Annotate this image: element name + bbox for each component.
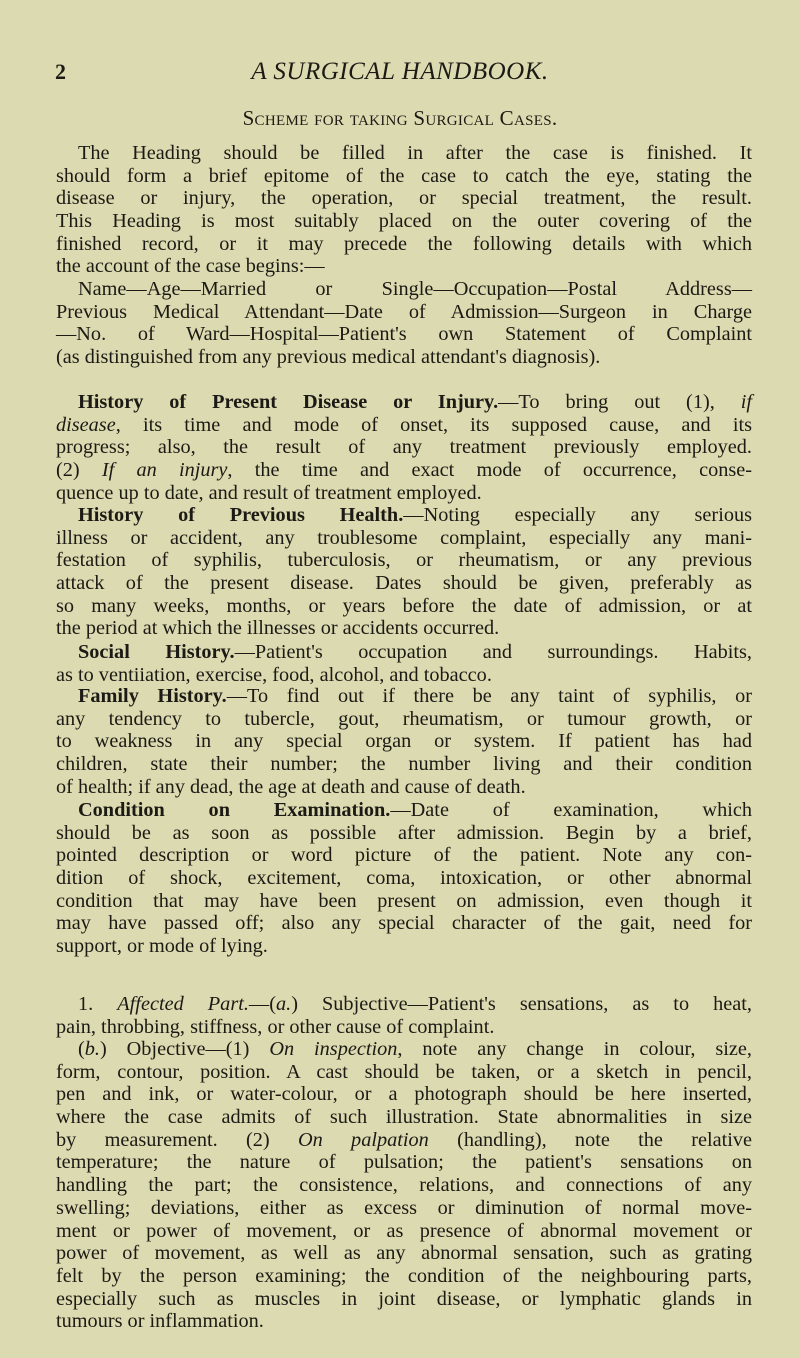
paragraph-history-present-disease xyxy=(56,391,752,504)
text-run: of health; if any dead, the age at death and cause of death. xyxy=(56,775,526,798)
text-run: —Date of examination, which xyxy=(390,799,752,821)
text-line xyxy=(56,617,752,640)
run-in-heading: Social History. xyxy=(78,641,235,663)
text-run: illness or accident, any troublesome complaint, especially any mani- xyxy=(56,526,752,549)
text-run: the period at which the illnesses or accidents occurred. xyxy=(56,617,500,640)
text-line xyxy=(56,482,752,505)
text-run: swelling; deviations, either as excess or diminution of normal move- xyxy=(56,1196,752,1219)
text-run: children, state their number; the number living and their condition xyxy=(56,753,752,776)
text-line xyxy=(56,1174,752,1197)
run-in-heading: Family History. xyxy=(78,685,227,707)
text-line xyxy=(56,572,752,595)
italic-text: If an injury xyxy=(101,459,228,482)
text-run: where the case admits of such illustration. State abnormalities in size xyxy=(56,1106,752,1129)
text-line xyxy=(56,1265,752,1288)
text-line xyxy=(56,346,752,369)
text-line xyxy=(56,255,752,278)
text-run: (handling), note the relative xyxy=(428,1128,752,1151)
text-line xyxy=(56,187,752,210)
text-line xyxy=(56,799,752,822)
text-line xyxy=(56,1151,752,1174)
text-run: (2) xyxy=(56,459,102,482)
running-title: A SURGICAL HANDBOOK. xyxy=(251,58,549,85)
text-line xyxy=(56,595,752,618)
text-run: The Heading should be filled in after the case is finished. It xyxy=(78,142,752,164)
text-run: —Noting especially any serious xyxy=(403,504,752,526)
text-run: pain, throbbing, stiffness, or other cause of complaint. xyxy=(56,1015,495,1038)
text-run: the account of the case begins:— xyxy=(56,255,325,278)
text-run: —No. of Ward—Hospital—Patient's own Statement of Complaint xyxy=(56,323,752,346)
text-line xyxy=(56,210,752,233)
text-run: any tendency to tubercle, gout, rheumatism, or tumour growth, or xyxy=(56,707,752,730)
paragraph-history-previous-health xyxy=(56,504,752,640)
text-line xyxy=(56,993,752,1016)
paragraph-social-history xyxy=(56,641,752,686)
text-run: , note any change in colour, size, xyxy=(397,1038,752,1060)
text-run: so many weeks, months, or years before the date of admission, or at xyxy=(56,594,752,617)
text-line xyxy=(56,867,752,890)
text-run: —To find out if there be any taint of syphilis, or xyxy=(226,685,752,707)
text-line xyxy=(56,165,752,188)
text-run: handling the part; the consistence, relations, and connections of any xyxy=(56,1174,752,1197)
text-run: (as distinguished from any previous medical attendant's diagnosis). xyxy=(56,346,601,369)
text-run: —( xyxy=(248,993,276,1015)
text-line xyxy=(56,142,752,165)
text-run: ) Objective—(1) xyxy=(99,1038,270,1060)
text-line xyxy=(56,912,752,935)
text-run: to weakness in any special organ or system. If patient has had xyxy=(56,730,752,753)
text-line xyxy=(56,1220,752,1243)
text-run: quence up to date, and result of treatment employed. xyxy=(56,481,482,504)
text-line xyxy=(56,1197,752,1220)
text-run: pointed description or word picture of the patient. Note any con- xyxy=(56,844,752,867)
text-run: support, or mode of lying. xyxy=(56,935,268,958)
text-run: —Patient's occupation and surroundings. Habits, xyxy=(234,641,753,663)
paragraph-affected-part-subjective xyxy=(56,993,752,1038)
italic-text: Affected Part. xyxy=(117,993,249,1015)
text-run: form, contour, position. A cast should be taken, or a sketch in pencil, xyxy=(56,1060,752,1083)
text-line xyxy=(56,527,752,550)
text-line xyxy=(56,278,752,301)
italic-text: b. xyxy=(84,1038,100,1060)
text-run: Name—Age—Married or Single—Occupation—Postal Address— xyxy=(78,278,752,300)
paragraph-affected-part-objective xyxy=(56,1038,752,1333)
text-run: pen and ink, or water-colour, or a photograph should be here inserted, xyxy=(56,1083,752,1106)
text-line xyxy=(56,685,752,708)
text-run: tumours or inflammation. xyxy=(56,1310,264,1333)
text-run: should be as soon as possible after admission. Begin by a brief, xyxy=(56,821,752,844)
text-line xyxy=(56,1038,752,1061)
text-run: ( xyxy=(78,1038,85,1060)
text-line xyxy=(56,890,752,913)
text-run: temperature; the nature of pulsation; the patient's sensations on xyxy=(56,1151,752,1174)
text-run: as to ventiiation, exercise, food, alcohol, and tobacco. xyxy=(56,663,492,686)
text-line xyxy=(56,233,752,256)
text-run: felt by the person examining; the condition of the neighbouring parts, xyxy=(56,1264,752,1287)
paragraph-heading-fields xyxy=(56,278,752,369)
italic-text: if xyxy=(740,391,752,413)
page-number: 2 xyxy=(55,59,66,84)
text-line xyxy=(56,1288,752,1311)
text-run: finished record, or it may precede the following details with which xyxy=(56,232,752,255)
text-line xyxy=(56,730,752,753)
text-line xyxy=(56,822,752,845)
paragraph-family-history xyxy=(56,685,752,798)
italic-text: disease xyxy=(56,413,116,436)
text-line xyxy=(56,776,752,799)
text-line xyxy=(56,549,752,572)
text-line xyxy=(56,1106,752,1129)
text-run: condition that may have been present on admission, even though it xyxy=(56,889,752,912)
text-run: ment or power of movement, or as presence of abnormal movement or xyxy=(56,1219,752,1242)
section-title: Scheme for taking Surgical Cases. xyxy=(242,106,558,130)
paragraph-condition-on-examination xyxy=(56,799,752,958)
run-in-heading: History of Previous Health. xyxy=(78,504,404,526)
paragraph-heading-instructions xyxy=(56,142,752,278)
text-run: ) Subjective—Patient's sensations, as to heat, xyxy=(291,993,753,1015)
text-run: 1. xyxy=(78,993,118,1015)
text-line xyxy=(56,323,752,346)
text-run: festation of syphilis, tuberculosis, or rheumatism, or any previous xyxy=(56,549,752,572)
italic-text: a. xyxy=(275,993,292,1015)
text-line xyxy=(56,301,752,324)
text-line xyxy=(56,935,752,958)
text-line xyxy=(56,664,752,687)
text-line xyxy=(56,1242,752,1265)
text-run: , the time and exact mode of occurrence, conse- xyxy=(227,459,752,482)
text-line xyxy=(56,1310,752,1333)
text-run: attack of the present disease. Dates should be given, preferably as xyxy=(56,572,752,595)
text-line xyxy=(56,414,752,437)
text-run: Previous Medical Attendant—Date of Admission—Surgeon in Charge xyxy=(56,300,752,323)
text-line xyxy=(56,459,752,482)
italic-text: On inspection xyxy=(269,1038,398,1060)
text-line xyxy=(56,504,752,527)
text-line xyxy=(56,436,752,459)
text-run: especially such as muscles in joint disease, or lymphatic glands in xyxy=(56,1287,752,1310)
text-run: —To bring out (1), xyxy=(498,391,741,413)
text-line xyxy=(56,391,752,414)
text-line xyxy=(56,641,752,664)
text-run: , its time and mode of onset, its supposed cause, and its xyxy=(115,413,752,436)
text-line xyxy=(56,753,752,776)
text-line xyxy=(56,1083,752,1106)
italic-text: On palpation xyxy=(297,1128,429,1151)
text-line xyxy=(56,844,752,867)
text-run: by measurement. (2) xyxy=(56,1128,298,1151)
text-line xyxy=(56,1129,752,1152)
text-line xyxy=(56,1061,752,1084)
text-run: should form a brief epitome of the case to catch the eye, stating the xyxy=(56,164,752,187)
text-run: progress; also, the result of any treatment previously employed. xyxy=(56,436,752,459)
run-in-heading: Condition on Examination. xyxy=(78,799,391,821)
text-run: may have passed off; also any special character of the gait, need for xyxy=(56,912,752,935)
text-line xyxy=(56,1016,752,1039)
text-run: power of movement, as well as any abnormal sensation, such as grating xyxy=(56,1242,752,1265)
text-run: dition of shock, excitement, coma, intoxication, or other abnormal xyxy=(56,867,752,890)
text-run: This Heading is most suitably placed on the outer covering of the xyxy=(56,210,752,233)
text-line xyxy=(56,708,752,731)
run-in-heading: History of Present Disease or Injury. xyxy=(78,391,499,413)
text-run: disease or injury, the operation, or special treatment, the result. xyxy=(56,187,752,210)
